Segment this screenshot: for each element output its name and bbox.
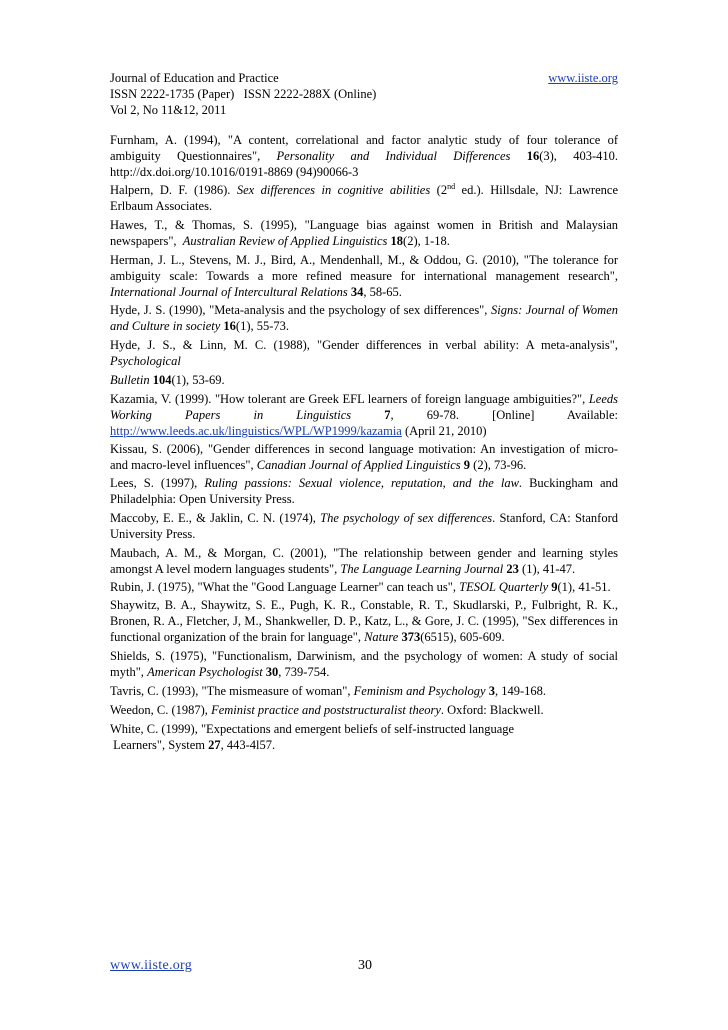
reference-list: [110, 132, 622, 753]
reference-item: White, C. (1999), "Expectations and emergent beliefs of self-instructed language Learners", System 27, 443-4l57.: [110, 722, 515, 752]
page-content: [110, 70, 622, 755]
kazamia-url-link[interactable]: http://www.leeds.ac.uk/linguistics/WPL/WP1999/kazamia: [110, 424, 402, 438]
issn-line: ISSN 2222-1735 (Paper) ISSN 2222-288X (Online): [110, 87, 377, 101]
journal-title: Journal of Education and Practice: [110, 71, 279, 85]
footer-website-link[interactable]: www.iiste.org: [110, 958, 193, 973]
journal-header: [110, 70, 618, 118]
reference-item: Shaywitz, B. A., Shaywitz, S. E., Pugh, K. R., Constable, R. T., Skudlarski, P., Fulbright, R. K., Bronen, R. A., Fletcher, J, M., Shankweller, D. P., Katz, L., & Gore, J. C. (1995), "Sex differences in functional organization of the brain for language", Nature 373(6515), 605-609.: [110, 598, 618, 644]
reference-item: Herman, J. L., Stevens, M. J., Bird, A., Mendenhall, M., & Oddou, G. (2010), "The tolerance for ambiguity scale: Towards a more refined measure for international management research", International Journal of Intercultural Relations 34, 58-65.: [110, 253, 618, 299]
page-number: 30: [358, 958, 372, 973]
reference-item: Furnham, A. (1994), "A content, correlational and factor analytic study of four tolerance of ambiguity Questionnaires", Personality and Individual Differences 16(3), 403-410. http://dx.doi.org/10.1016/0191-8869 (94)90066-3: [110, 133, 618, 179]
reference-item: Lees, S. (1997), Ruling passions: Sexual violence, reputation, and the law. Buckingham and Philadelphia: Open University Press.: [110, 476, 619, 506]
header-website-link[interactable]: www.iiste.org: [548, 71, 618, 85]
reference-item: Shields, S. (1975), "Functionalism, Darwinism, and the psychology of women: A study of social myth", American Psychologist 30, 739-754.: [110, 649, 618, 679]
reference-item: Kazamia, V. (1999). "How tolerant are Greek EFL learners of foreign language ambiguities?", Leeds Working Papers in Linguistics 7, 69-78. [Online] Available: http://www.leeds.ac.uk/linguistics/WPL/WP1999/kazamia (April 21, 2010): [110, 392, 618, 438]
reference-item: Maubach, A. M., & Morgan, C. (2001), "The relationship between gender and learning styles amongst A level modern languages students", The Language Learning Journal 23 (1), 41-47.: [110, 546, 618, 576]
reference-item: Hawes, T., & Thomas, S. (1995), "Language bias against women in British and Malaysian newspapers", Australian Review of Applied Linguistics 18(2), 1-18.: [110, 218, 622, 248]
reference-item: Weedon, C. (1987), Feminist practice and poststructuralist theory. Oxford: Blackwell.: [110, 703, 544, 717]
reference-item: Rubin, J. (1975), "What the "Good Language Learner" can teach us", TESOL Quarterly 9(1), 41-51.: [110, 580, 611, 594]
volume-line: Vol 2, No 11&12, 2011: [110, 103, 227, 117]
reference-item: Hyde, J. S., & Linn, M. C. (1988), "Gender differences in verbal ability: A meta-analysis", Psychological Bulletin 104(1), 53-69.: [110, 338, 618, 387]
reference-item: Maccoby, E. E., & Jaklin, C. N. (1974), The psychology of sex differences. Stanford, CA: Stanford University Press.: [110, 511, 618, 541]
reference-item: Hyde, J. S. (1990), "Meta-analysis and the psychology of sex differences", Signs: Journal of Women and Culture in society 16(1), 55-73.: [110, 303, 618, 333]
reference-item: Tavris, C. (1993), "The mismeasure of woman", Feminism and Psychology 3, 149-168.: [110, 684, 546, 698]
reference-item: Kissau, S. (2006), "Gender differences in second language motivation: An investigation of micro- and macro-level influences", Canadian Journal of Applied Linguistics 9 (2), 73-96.: [110, 442, 618, 472]
reference-item: Halpern, D. F. (1986). Sex differences in cognitive abilities (2nd ed.). Hillsdale, NJ: Lawrence Erlbaum Associates.: [110, 181, 618, 213]
page-footer: [110, 958, 618, 978]
